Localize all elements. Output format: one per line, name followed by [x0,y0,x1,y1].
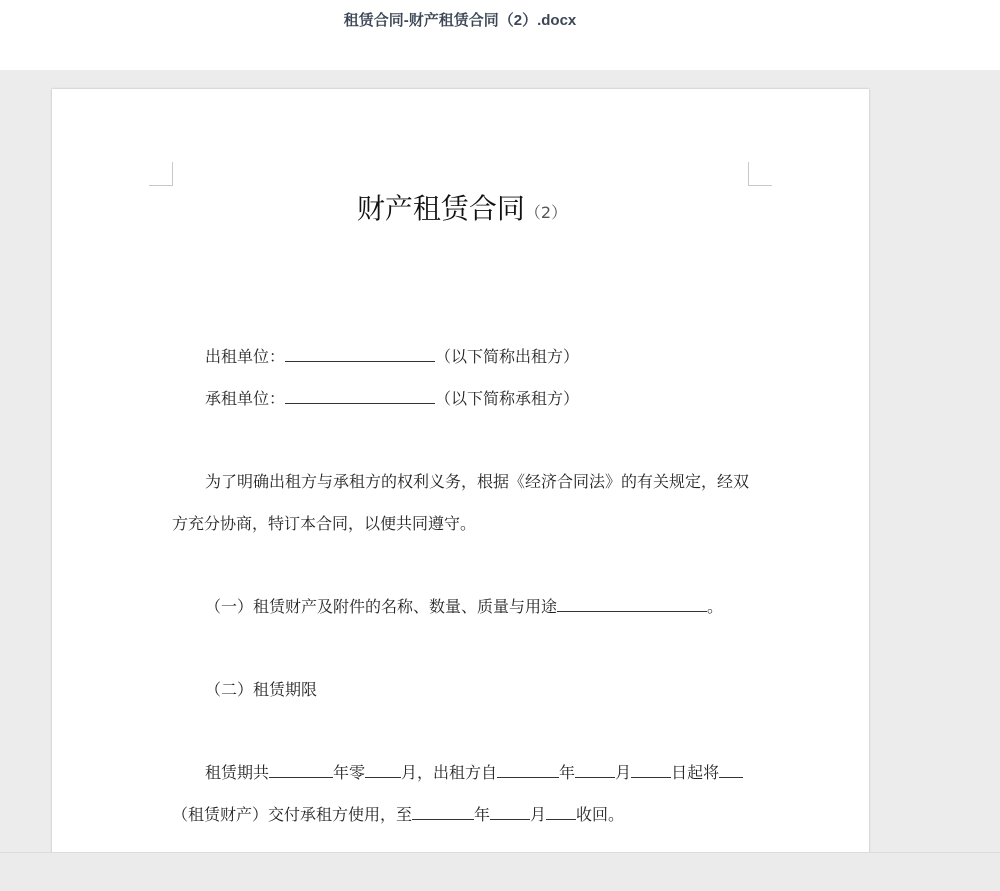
document-title-suffix: （2） [524,203,568,222]
bottom-bar [0,852,1000,891]
margin-corner-top-right [748,162,772,186]
section-1-end: 。 [707,597,724,616]
months-blank [365,763,401,778]
term-text: 月，出租方自 [401,763,498,782]
term-text: 年 [474,805,491,824]
lessor-blank [285,347,435,362]
preamble-line-2: 方充分协商，特订本合同，以便共同遵守。 [172,514,477,533]
section-2-heading: （二）租赁期限 [205,680,318,699]
preamble-line-1: 为了明确出租方与承租方的权利义务，根据《经济合同法》的有关规定，经双 [205,472,750,491]
section-1-blank [557,597,707,612]
term-text: 日起将 [671,763,720,782]
document-filename: 租赁合同-财产租赁合同（2）.docx [343,12,577,29]
lessor-line [205,344,579,367]
term-text: 月 [615,763,632,782]
document-page[interactable] [52,89,869,889]
lessee-blank [285,389,435,404]
margin-corner-top-left [149,162,173,186]
end-month-blank [490,805,530,820]
start-year-blank [497,763,559,778]
term-text: 月 [530,805,547,824]
term-text: 租赁期共 [205,763,270,782]
document-heading [172,187,752,227]
term-text: 年 [559,763,576,782]
title-bar [0,0,1000,70]
property-blank [719,763,743,778]
lessee-note: （以下简称承租方） [435,389,580,408]
lessor-label: 出租单位： [205,347,286,366]
start-day-blank [631,763,671,778]
lessee-line [205,386,579,409]
lessor-note: （以下简称出租方） [435,347,580,366]
end-day-blank [546,805,576,820]
end-year-blank [412,805,474,820]
term-text: 收回。 [576,805,625,824]
section-1-text: （一）租赁财产及附件的名称、数量、质量与用途 [205,597,558,616]
section-1 [205,594,723,617]
term-text: （租赁财产）交付承租方使用，至 [172,805,413,824]
document-title: 财产租赁合同 [356,192,525,225]
term-line-2 [172,802,624,825]
term-text: 年零 [333,763,366,782]
start-month-blank [575,763,615,778]
term-line-1 [205,760,743,783]
years-blank [269,763,333,778]
lessee-label: 承租单位： [205,389,286,408]
